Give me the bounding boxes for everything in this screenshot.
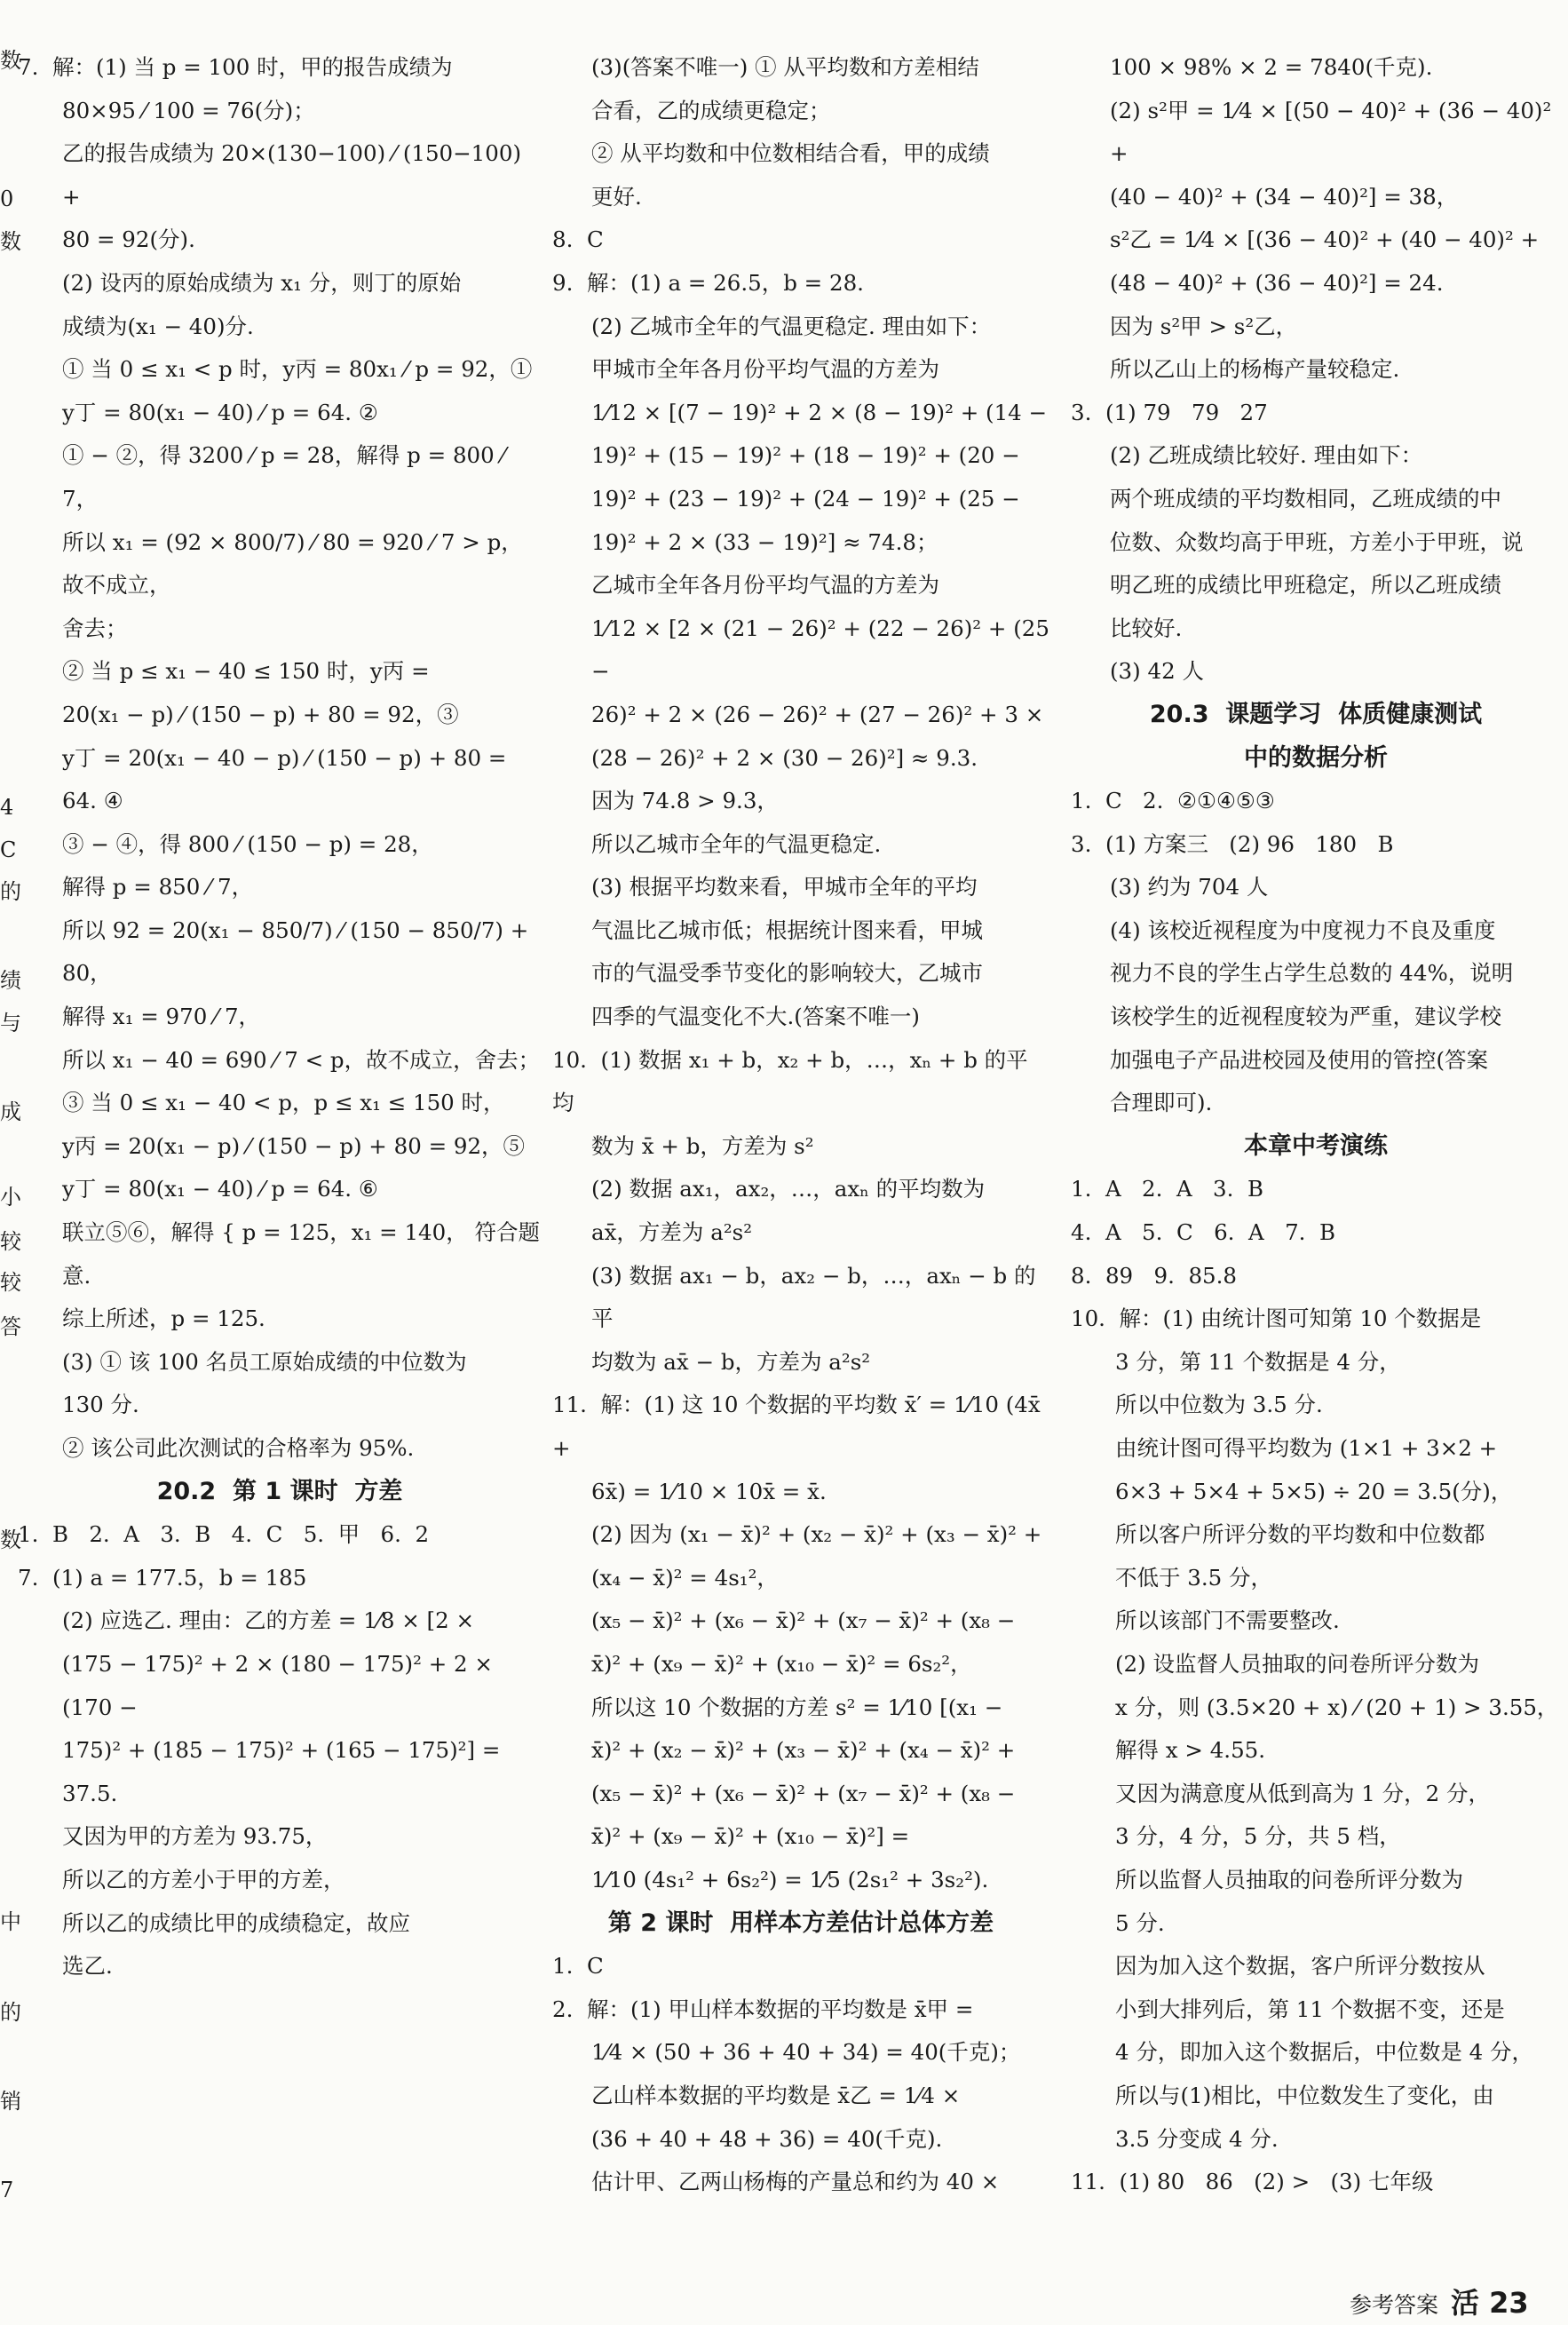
answer-line: 8. C — [552, 226, 604, 253]
answer-line: 不低于 3.5 分， — [1115, 1564, 1273, 1591]
answer-line: 26)² + 2 × (26 − 26)² + (27 − 26)² + 3 × — [591, 701, 1044, 727]
answer-line: 所以该部门不需要整改. — [1115, 1607, 1340, 1634]
answer-line: 解得 x₁ = 970 ⁄ 7， — [62, 1004, 261, 1030]
answer-line: y丁 = 80(x₁ − 40) ⁄ p = 64. ⑥ — [62, 1176, 378, 1202]
answer-line: (3) ① 该 100 名员工原始成绩的中位数为 — [62, 1348, 467, 1375]
answer-line: 7. (1) a = 177.5，b = 185 — [18, 1564, 307, 1591]
answer-line: (40 − 40)² + (34 − 40)²] = 38， — [1110, 183, 1459, 210]
answer-line: 8. 89 9. 85.8 — [1071, 1262, 1237, 1289]
answer-line: (2) s²甲 = 1⁄4 × [(50 − 40)² + (36 − 40)² + — [1110, 97, 1559, 167]
answer-line: 4. A 5. C 6. A 7. B — [1071, 1219, 1336, 1246]
answer-line: 1. C — [552, 1953, 604, 1980]
answer-line: 解得 x > 4.55. — [1115, 1737, 1266, 1764]
answer-line: (48 − 40)² + (36 − 40)²] = 24. — [1110, 269, 1444, 296]
answer-line: ① − ②，得 3200 ⁄ p = 28，解得 p = 800 ⁄ 7， — [62, 442, 512, 512]
answer-line: x̄)² + (x₉ − x̄)² + (x₁₀ − x̄)² = 6s₂²， — [591, 1650, 972, 1677]
answer-line: 估计甲、乙两山杨梅的产量总和约为 40 × — [591, 2169, 1000, 2195]
answer-line: 甲城市全年各月份平均气温的方差为 — [591, 356, 939, 383]
answer-line: y丁 = 20(x₁ − 40 − p) ⁄ (150 − p) + 80 = 64. ④ — [62, 744, 514, 814]
answer-line: 9. 解：(1) a = 26.5，b = 28. — [552, 269, 864, 296]
answer-line: 11. (1) 80 86 (2) > (3) 七年级 — [1071, 2169, 1434, 2195]
answer-line: 3. (1) 79 79 27 — [1071, 399, 1268, 425]
answer-line: 所以 x₁ = (92 × 800/7) ⁄ 80 = 920 ⁄ 7 > p，故不成立， — [62, 528, 523, 599]
answer-line: 联立⑤⑥，解得 { p = 125，x₁ = 140， 符合题意. — [62, 1219, 541, 1289]
answer-line: 10. (1) 数据 x₁ + b，x₂ + b，…，xₙ + b 的平均 — [552, 1046, 1028, 1116]
edge-fragment: 数 — [0, 1528, 21, 1552]
answer-line: 视力不良的学生占学生总数的 44%，说明 — [1110, 960, 1514, 987]
answer-line: 位数、众数均高于甲班，方差小于甲班，说 — [1110, 528, 1524, 555]
section-heading: 20.3 课题学习 体质健康测试 — [1149, 700, 1483, 728]
answer-line: ① 当 0 ≤ x₁ < p 时，y丙 = 80x₁ ⁄ p = 92，① — [62, 356, 533, 383]
answer-column-3 — [1071, 46, 1561, 2204]
answer-line: ② 从平均数和中位数相结合看，甲的成绩 — [591, 140, 990, 167]
answer-line: 19)² + 2 × (33 − 19)²] ≈ 74.8； — [591, 528, 938, 555]
answer-line: 80×95 ⁄ 100 = 76(分)； — [62, 97, 315, 123]
section-heading: 20.2 第 1 课时 方差 — [156, 1477, 403, 1505]
answer-line: y丙 = 20(x₁ − p) ⁄ (150 − p) + 80 = 92，⑤ — [62, 1132, 526, 1159]
answer-line: (2) 数据 ax₁，ax₂，…，axₙ 的平均数为 — [591, 1176, 986, 1202]
answer-line: 所以监督人员抽取的问卷所评分数为 — [1115, 1866, 1463, 1893]
answer-line: 3. (1) 方案三 (2) 96 180 B — [1071, 830, 1394, 857]
answer-line: (175 − 175)² + 2 × (180 − 175)² + 2 × (170 − — [62, 1650, 500, 1720]
answer-line: (2) 设监督人员抽取的问卷所评分数为 — [1115, 1650, 1479, 1677]
answer-line: (2) 乙城市全年的气温更稳定. 理由如下： — [591, 313, 992, 339]
answer-line: s²乙 = 1⁄4 × [(36 − 40)² + (40 − 40)² + — [1110, 226, 1540, 253]
answer-line: 因为加入这个数据，客户所评分数按从 — [1115, 1953, 1485, 1980]
answer-line: ③ 当 0 ≤ x₁ − 40 < p，p ≤ x₁ ≤ 150 时， — [62, 1090, 505, 1116]
answer-line: 所以乙城市全年的气温更稳定. — [591, 830, 882, 857]
answer-line: x̄)² + (x₉ − x̄)² + (x₁₀ − x̄)²] = — [591, 1823, 910, 1850]
answer-line: (x₅ − x̄)² + (x₆ − x̄)² + (x₇ − x̄)² + (x₈ − — [591, 1780, 1016, 1806]
answer-line: 均数为 ax̄ − b，方差为 a²s² — [591, 1348, 871, 1375]
edge-fragment: 中 — [0, 1909, 21, 1934]
answer-line: 4 分，即加入这个数据后，中位数是 4 分， — [1115, 2039, 1534, 2066]
edge-fragment: 4 — [0, 795, 14, 820]
answer-line: 乙城市全年各月份平均气温的方差为 — [591, 572, 939, 599]
answer-line: 所以 92 = 20(x₁ − 850/7) ⁄ (150 − 850/7) + 80， — [62, 917, 536, 987]
answer-line: x̄)² + (x₂ − x̄)² + (x₃ − x̄)² + (x₄ − x̄)² + — [591, 1737, 1016, 1764]
edge-fragment: 0 — [0, 186, 14, 211]
answer-line: x 分，则 (3.5×20 + x) ⁄ (20 + 1) > 3.55， — [1115, 1694, 1559, 1720]
answer-line: ② 该公司此次测试的合格率为 95%. — [62, 1435, 415, 1461]
edge-fragment: 数 — [0, 229, 21, 254]
answer-line: 所以乙山上的杨梅产量较稳定. — [1110, 356, 1400, 383]
answer-line: 6x̄) = 1⁄10 × 10x̄ = x̄. — [591, 1478, 827, 1504]
answer-line: 乙的报告成绩为 20×(130−100) ⁄ (150−100) + — [62, 140, 528, 210]
answer-line: 比较好. — [1110, 615, 1183, 641]
answer-line: 19)² + (23 − 19)² + (24 − 19)² + (25 − — [591, 485, 1020, 512]
answer-line: 20(x₁ − p) ⁄ (150 − p) + 80 = 92，③ — [62, 701, 459, 727]
edge-fragment: 答 — [0, 1314, 21, 1339]
answer-line: 成绩为(x₁ − 40)分. — [62, 313, 254, 339]
answer-line: 6×3 + 5×4 + 5×5) ÷ 20 = 3.5(分)， — [1115, 1478, 1513, 1504]
answer-line: 因为 74.8 > 9.3， — [591, 788, 779, 814]
answer-column-1 — [18, 46, 542, 1988]
answer-line: 由统计图可得平均数为 (1×1 + 3×2 + — [1115, 1435, 1498, 1461]
answer-line: 80 = 92(分). — [62, 226, 195, 253]
answer-line: 1. C 2. ②①④⑤③ — [1071, 788, 1275, 814]
answer-line: (3) 42 人 — [1110, 658, 1204, 685]
answer-line: 小到大排列后，第 11 个数据不变，还是 — [1115, 1996, 1505, 2022]
answer-line: 所以客户所评分数的平均数和中位数都 — [1115, 1521, 1485, 1548]
edge-fragment: 绩 — [0, 968, 21, 993]
answer-line: 1. B 2. A 3. B 4. C 5. 甲 6. 2 — [18, 1521, 430, 1548]
answer-line: 3 分，4 分，5 分，共 5 档， — [1115, 1823, 1401, 1850]
answer-line: (2) 因为 (x₁ − x̄)² + (x₂ − x̄)² + (x₃ − x̄)² + — [591, 1521, 1042, 1548]
answer-line: 175)² + (185 − 175)² + (165 − 175)²] = — [62, 1737, 501, 1764]
answer-line: 因为 s²甲 > s²乙， — [1110, 313, 1298, 339]
answer-line: 3.5 分变成 4 分. — [1115, 2125, 1279, 2152]
answer-line: (36 + 40 + 48 + 36) = 40(千克). — [591, 2125, 943, 2152]
answer-line: 19)² + (15 − 19)² + (18 − 19)² + (20 − — [591, 442, 1020, 469]
answer-line: (2) 设丙的原始成绩为 x₁ 分，则丁的原始 — [62, 269, 462, 296]
answer-line: 1⁄12 × [2 × (21 − 26)² + (22 − 26)² + (25 − — [591, 615, 1057, 685]
answer-line: 加强电子产品进校园及使用的管控(答案 — [1110, 1046, 1489, 1073]
answer-line: 更好. — [591, 183, 642, 210]
edge-fragment: 成 — [0, 1099, 21, 1124]
answer-line: 该校学生的近视程度较为严重，建议学校 — [1110, 1004, 1501, 1030]
edge-fragment: C — [0, 837, 17, 862]
answer-line: 5 分. — [1115, 1909, 1165, 1936]
answer-line: 100 × 98% × 2 = 7840(千克). — [1110, 54, 1433, 80]
answer-line: 又因为甲的方差为 93.75， — [62, 1823, 328, 1850]
answer-line: 1⁄10 (4s₁² + 6s₂²) = 1⁄5 (2s₁² + 3s₂²). — [591, 1866, 989, 1893]
section-heading: 中的数据分析 — [1244, 743, 1388, 772]
answer-line: 10. 解：(1) 由统计图可知第 10 个数据是 — [1071, 1305, 1482, 1332]
page-footer — [1350, 2281, 1529, 2321]
answer-line: 1⁄12 × [(7 − 19)² + 2 × (8 − 19)² + (14 − — [591, 399, 1048, 425]
answer-line: 气温比乙城市低；根据统计图来看，甲城 — [591, 917, 983, 943]
edge-fragment: 较 — [0, 1270, 21, 1295]
answer-line: 乙山样本数据的平均数是 x̄乙 = 1⁄4 × — [591, 2082, 961, 2108]
section-heading: 第 2 课时 用样本方差估计总体方差 — [607, 1908, 994, 1937]
answer-line: ③ − ④，得 800 ⁄ (150 − p) = 28， — [62, 830, 433, 857]
edge-fragment: 7 — [0, 2178, 14, 2202]
answer-line: 1⁄4 × (50 + 36 + 40 + 34) = 40(千克)； — [591, 2039, 1021, 2066]
answer-line: 11. 解：(1) 这 10 个数据的平均数 x̄′ = 1⁄10 (4x̄ + — [552, 1392, 1048, 1461]
answer-line: (3) 数据 ax₁ − b，ax₂ − b，…，axₙ − b 的平 — [591, 1262, 1036, 1332]
answer-line: ax̄，方差为 a²s² — [591, 1219, 753, 1246]
answer-line: (3)(答案不唯一) ① 从平均数和方差相结 — [591, 54, 979, 80]
answer-line: 37.5. — [62, 1780, 118, 1806]
answer-line: 1. A 2. A 3. B — [1071, 1176, 1263, 1202]
answer-line: (x₅ − x̄)² + (x₆ − x̄)² + (x₇ − x̄)² + (x₈ − — [591, 1607, 1016, 1634]
answer-line: (2) 应选乙. 理由：乙的方差 = 1⁄8 × [2 × — [62, 1607, 475, 1634]
answer-line: 合理即可). — [1110, 1090, 1213, 1116]
answer-line: 3 分，第 11 个数据是 4 分， — [1115, 1348, 1401, 1375]
answer-line: 7. 解：(1) 当 p = 100 时，甲的报告成绩为 — [18, 54, 453, 80]
edge-fragment: 较 — [0, 1229, 21, 1254]
edge-fragment: 与 — [0, 1011, 21, 1036]
answer-line: 解得 p = 850 ⁄ 7， — [62, 874, 254, 901]
answer-line: 所以 x₁ − 40 = 690 ⁄ 7 < p，故不成立，舍去； — [62, 1046, 541, 1073]
answer-line: (28 − 26)² + 2 × (30 − 26)²] ≈ 9.3. — [591, 744, 978, 771]
answer-line: (x₄ − x̄)² = 4s₁²， — [591, 1564, 779, 1591]
edge-fragment: 小 — [0, 1185, 21, 1210]
answer-line: 合看，乙的成绩更稳定； — [591, 97, 831, 123]
answer-line: 舍去； — [62, 615, 128, 641]
answer-line: (4) 该校近视程度为中度视力不良及重度 — [1110, 917, 1496, 943]
answer-line: 所以与(1)相比，中位数发生了变化，由 — [1115, 2082, 1494, 2108]
answer-line: ② 当 p ≤ x₁ − 40 ≤ 150 时，y丙 = — [62, 658, 430, 685]
answer-line: 所以这 10 个数据的方差 s² = 1⁄10 [(x₁ − — [591, 1694, 1003, 1720]
edge-fragment: 销 — [0, 2089, 21, 2114]
footer-label: 参考答案 — [1350, 2292, 1439, 2318]
answer-line: 四季的气温变化不大.(答案不唯一) — [591, 1004, 920, 1030]
answer-line: 选乙. — [62, 1953, 113, 1980]
edge-fragment: 的 — [0, 2000, 21, 2025]
answer-line: (3) 约为 704 人 — [1110, 874, 1269, 901]
answer-line: y丁 = 80(x₁ − 40) ⁄ p = 64. ② — [62, 399, 378, 425]
answer-line: 两个班成绩的平均数相同，乙班成绩的中 — [1110, 485, 1501, 512]
answer-line: 所以中位数为 3.5 分. — [1115, 1392, 1323, 1418]
answer-column-2 — [552, 46, 1057, 2204]
answer-line: 2. 解：(1) 甲山样本数据的平均数是 x̄甲 = — [552, 1996, 974, 2022]
answer-line: (3) 根据平均数来看，甲城市全年的平均 — [591, 874, 978, 901]
answer-line: 130 分. — [62, 1392, 139, 1418]
answer-line: 市的气温受季节变化的影响较大，乙城市 — [591, 960, 983, 987]
answer-line: 所以乙的成绩比甲的成绩稳定，故应 — [62, 1909, 410, 1936]
edge-fragment: 的 — [0, 879, 21, 904]
section-heading: 本章中考演练 — [1244, 1131, 1388, 1160]
edge-fragment: 数 — [0, 48, 21, 73]
answer-line: 明乙班的成绩比甲班稳定，所以乙班成绩 — [1110, 572, 1501, 599]
answer-line: 综上所述，p = 125. — [62, 1305, 265, 1332]
answer-line: 又因为满意度从低到高为 1 分，2 分， — [1115, 1780, 1491, 1806]
answer-line: 所以乙的方差小于甲的方差， — [62, 1866, 345, 1893]
answer-line: 数为 x̄ + b，方差为 s² — [591, 1132, 814, 1159]
page-number: 活 23 — [1451, 2286, 1529, 2320]
answer-line: (2) 乙班成绩比较好. 理由如下： — [1110, 442, 1423, 469]
